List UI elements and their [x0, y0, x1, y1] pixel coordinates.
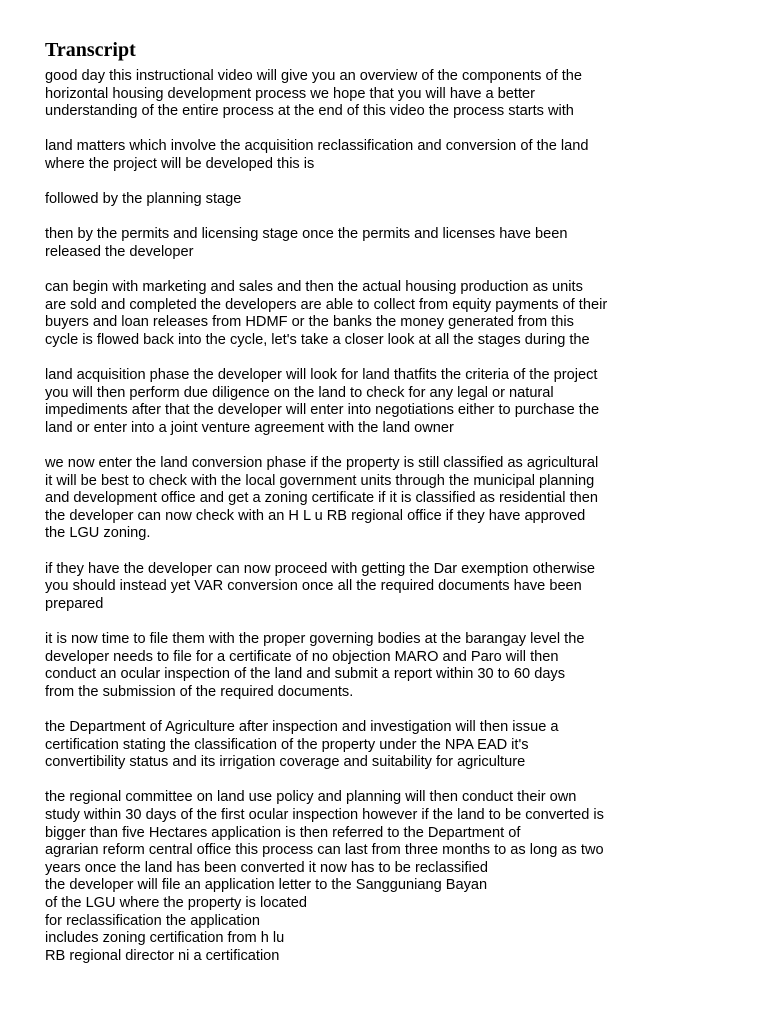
page-title: Transcript — [45, 39, 136, 61]
transcript-line: released the developer — [45, 243, 194, 260]
transcript-line: conduct an ocular inspection of the land and submit a report within 30 to 60 days — [45, 666, 566, 683]
transcript-line: the developer will file an application letter to the Sangguniang Bayan — [45, 877, 488, 894]
transcript-line: for reclassification the application — [45, 912, 260, 929]
transcript-line: includes zoning certification from h lu — [45, 930, 285, 947]
transcript-paragraph — [45, 561, 755, 614]
transcript-line: followed by the planning stage — [45, 191, 242, 208]
transcript-line: good day this instructional video will give you an overview of the components of the — [45, 68, 583, 84]
transcript-line: the regional committee on land use policy and planning will then conduct their own — [45, 789, 577, 806]
transcript-body — [45, 68, 755, 965]
transcript-line: the Department of Agriculture after inspection and investigation will then issue a — [45, 718, 559, 735]
transcript-paragraph — [45, 631, 755, 701]
transcript-line: from the submission of the required documents. — [45, 683, 354, 700]
transcript-line: bigger than five Hectares application is then referred to the Department of — [45, 824, 521, 841]
transcript-line: where the project will be developed this is — [45, 155, 315, 172]
transcript-line: of the LGU where the property is located — [45, 894, 308, 911]
transcript-line: land matters which involve the acquisition reclassification and conversion of the land — [45, 138, 589, 155]
transcript-line: convertibility status and its irrigation coverage and suitability for agriculture — [45, 754, 526, 771]
transcript-paragraph — [45, 279, 755, 349]
transcript-paragraph — [45, 68, 755, 121]
transcript-paragraph — [45, 367, 755, 437]
transcript-paragraph — [45, 226, 755, 261]
transcript-line: you should instead yet VAR conversion once all the required documents have been — [45, 578, 582, 595]
transcript-paragraph — [45, 789, 755, 965]
transcript-line: understanding of the entire process at the end of this video the process starts with — [45, 103, 574, 120]
transcript-line: land or enter into a joint venture agreement with the land owner — [45, 419, 454, 436]
transcript-paragraph — [45, 138, 755, 173]
transcript-line: then by the permits and licensing stage once the permits and licenses have been — [45, 226, 568, 243]
transcript-line: agrarian reform central office this process can last from three months to as long as two — [45, 842, 604, 859]
transcript-line: if they have the developer can now proceed with getting the Dar exemption otherwise — [45, 560, 596, 577]
transcript-line: it will be best to check with the local government units through the municipal planning — [45, 472, 595, 489]
transcript-line: cycle is flowed back into the cycle, let's take a closer look at all the stages during the — [45, 331, 590, 348]
transcript-line: horizontal housing development process we hope that you will have a better — [45, 85, 536, 102]
transcript-line: you will then perform due diligence on the land to check for any legal or natural — [45, 384, 554, 401]
transcript-paragraph — [45, 719, 755, 772]
transcript-paragraph — [45, 455, 755, 543]
transcript-line: are sold and completed the developers are able to collect from equity payments of their — [45, 296, 608, 313]
transcript-line: can begin with marketing and sales and then the actual housing production as units — [45, 279, 583, 296]
transcript-line: land acquisition phase the developer will look for land thatfits the criteria of the project — [45, 367, 598, 384]
transcript-line: prepared — [45, 595, 104, 612]
transcript-line: and development office and get a zoning certificate if it is classified as residential then — [45, 490, 598, 507]
transcript-line: it is now time to file them with the proper governing bodies at the barangay level the — [45, 631, 585, 647]
transcript-line: years once the land has been converted it now has to be reclassified — [45, 859, 488, 876]
transcript-line: developer needs to file for a certificate of no objection MARO and Paro will then — [45, 648, 559, 665]
transcript-line: certification stating the classification of the property under the NPA EAD it's — [45, 736, 529, 753]
transcript-line: impediments after that the developer will enter into negotiations either to purchase the — [45, 402, 600, 419]
transcript-line: RB regional director ni a certification — [45, 947, 280, 964]
transcript-line: we now enter the land conversion phase if the property is still classified as agricultural — [45, 455, 599, 472]
transcript-line: study within 30 days of the first ocular inspection however if the land to be converted is — [45, 806, 604, 823]
transcript-page — [45, 38, 755, 983]
transcript-paragraph — [45, 191, 755, 209]
transcript-line: the LGU zoning. — [45, 525, 151, 542]
transcript-line: buyers and loan releases from HDMF or the banks the money generated from this — [45, 314, 574, 331]
transcript-line: the developer can now check with an H L u RB regional office if they have approved — [45, 507, 586, 524]
